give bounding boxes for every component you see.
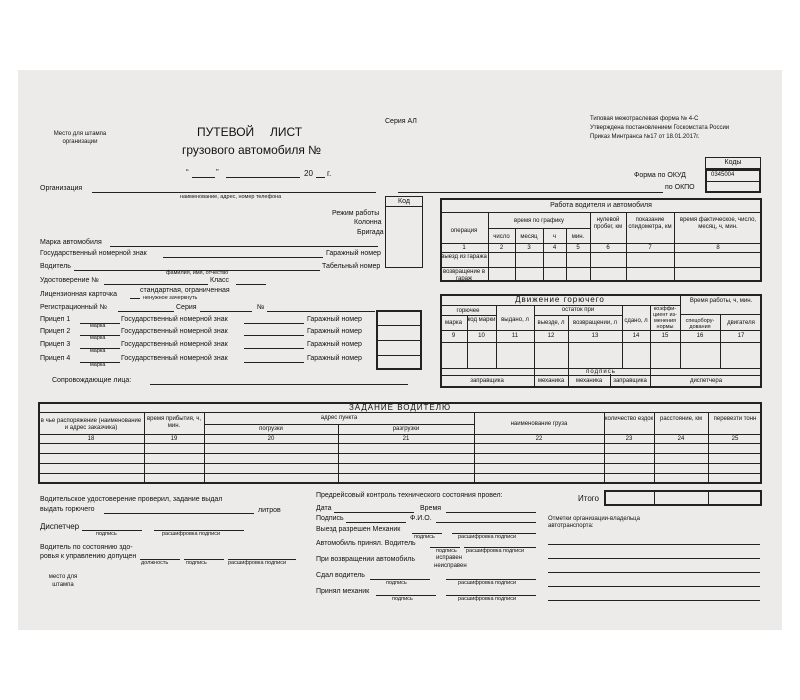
liters-label: литров [258,507,281,514]
marks-line[interactable] [548,586,760,587]
work-op: операция [450,228,478,234]
task-num: 20 [267,436,275,442]
task-num: 19 [170,436,178,442]
task-load: погрузки [259,426,283,432]
reg-series-label: Серия [176,304,197,311]
fuel-hline [440,330,762,331]
date-year-line[interactable] [316,177,325,178]
work-hour: ч [552,234,557,240]
date-quote-open: “ [186,168,189,177]
work-ret: возвращение в гараж [442,269,486,282]
health-decode-hint: расшифровка подписи [228,560,287,566]
work-hline [440,267,762,268]
escort-label: Сопровождающие лица: [52,377,132,384]
work-hline [440,243,762,244]
exit-ok: Выезд разрешен Механик [316,526,401,533]
org-hint: наименование, адрес, номер телефона [180,194,282,200]
exit-ok-sign-hint: подпись [414,534,435,540]
fuel-brand: марка [445,320,462,326]
work-hline [440,252,762,253]
work-hline [488,228,590,229]
trailer-plate-line[interactable] [244,323,304,324]
accepted-sign-hint: подпись [392,596,413,602]
date-quote-close: ” [216,168,219,177]
title-word-1: ПУТЕВОЙ [197,125,255,139]
fuel-hline [440,315,496,316]
plate-line[interactable] [163,257,323,258]
fuel-vline [720,342,721,368]
cert-checked: Водительское удостоверение проверил, задание выдал [40,496,223,503]
reg-num-label: № [257,304,265,311]
fuel-vline [496,342,497,368]
fuel-give: выдать горючего [40,506,95,513]
trailer-label: Прицеп 3 [40,341,71,348]
bottom-stamp: место для штампа [48,574,78,588]
okud-value: 0345004 [711,172,735,178]
codes-divider [705,181,761,182]
work-title: Работа водителя и автомобиля [550,202,652,209]
task-cargo: наименование груза [510,421,568,427]
lic-std: стандартная, ограниченная [140,287,230,294]
driver-label: Водитель [40,263,71,270]
fuel-hline [440,375,762,376]
work-fact: время фактическое, число, месяц, ч, мин. [679,217,757,230]
trailer-brand-hint: марка [90,348,106,354]
brand-label: Марка автомобиля [40,239,102,246]
reg-series-line[interactable] [200,311,252,312]
handed-label: Сдал водитель [316,572,365,579]
fuel-num: 16 [696,333,704,339]
task-whom: в чье распоряжение (наименование и адрес заказчика) [40,418,142,431]
task-num: 23 [625,436,633,442]
work-num: 4 [552,245,557,251]
trailer-garage-divider-2 [376,340,422,341]
health-2: ровья к управлению допущен [40,553,137,560]
work-num: 1 [462,245,466,251]
trailer-garage-label: Гаражный номер [307,316,362,323]
trailer-brand-hint: марка [90,335,106,341]
fuel-mech2: механика [575,378,603,384]
fuel-engine: двигателя [727,320,755,326]
car-taken: Автомобиль принял. Водитель [316,540,416,547]
reg-label: Регистрационный № [40,304,108,311]
stamp-label: Место для штампа организации [53,131,107,145]
okud-label: Форма по ОКУД [634,172,686,179]
task-hline [204,424,474,425]
return-notok: неисправен [434,563,467,569]
work-zero-run: нулевой пробег, км [593,217,623,230]
trailer-garage-divider-3 [376,355,422,356]
cert-line[interactable] [104,284,208,285]
task-hline [38,434,762,435]
date-day-line[interactable] [192,177,215,178]
work-num: 6 [606,245,610,251]
pc-sign-line[interactable] [346,522,406,523]
trailer-plate-line[interactable] [244,335,304,336]
mode-code-divider [385,206,423,207]
fuel-handed: сдано, л [624,318,648,324]
trailer-plate-label: Государственный номерной знак [121,328,228,335]
fuel-issued: выдано, л [501,317,529,323]
work-num: 8 [716,245,720,251]
fuel-num: 15 [661,333,669,339]
owner-marks: Отметки организации-владельца автотранспорта: [548,516,640,530]
work-num: 3 [527,245,531,251]
marks-line[interactable] [548,600,760,601]
fuel-hline [440,305,680,306]
task-total-box [604,490,762,506]
task-trips: количество ездок [604,416,654,422]
fuel-num: 10 [478,333,485,339]
work-date: число [493,234,510,240]
class-line[interactable] [236,284,266,285]
trailer-garage-label: Гаражный номер [307,355,362,362]
task-total-vline [654,490,655,506]
trailer-garage-label: Гаражный номер [307,341,362,348]
okpo-label: по ОКПО [665,184,695,191]
date-g: г. [327,169,332,178]
trailer-plate-label: Государственный номерной знак [121,341,228,348]
fuel-num: 12 [547,333,555,339]
task-num: 18 [87,436,95,442]
trailer-plate-label: Государственный номерной знак [121,316,228,323]
handed-decode-hint: расшифровка подписи [458,580,517,586]
work-num: 7 [648,245,652,251]
trailer-plate-line[interactable] [244,348,304,349]
fuel-vline [467,342,468,368]
task-hline [38,453,762,454]
garage-label: Гаражный номер [326,250,381,257]
brand-line[interactable] [110,246,378,247]
work-out: выезд из гаража [441,254,487,260]
marks-line[interactable] [548,558,760,559]
trailer-label: Прицеп 4 [40,355,71,362]
task-unload: разгрузки [392,426,420,432]
fuel-disp: диспетчера [689,378,723,384]
fuel-return: возвращении, л [572,320,618,326]
fuel-exit: выезде, л [537,320,565,326]
fuel-mech: механика [537,378,565,384]
precontrol: Предрейсовый контроль технического состояния провел: [316,492,503,499]
task-arrival: время прибытия, ч, мин. [146,416,202,429]
return-ok: исправен [436,555,463,561]
car-taken-sign-hint: подпись [436,548,457,554]
health-position-hint: должность [141,560,169,566]
task-hline [38,443,762,444]
reg-num-line[interactable] [267,311,375,312]
health-1: Водитель по состоянию здо- [40,544,133,551]
health-sign-hint: подпись [186,560,207,566]
org-line[interactable] [92,192,376,193]
trailer-brand-hint: марка [90,362,106,368]
task-vline [338,424,339,484]
pc-date: Дата [316,505,332,512]
plate-label: Государственный номерной знак [40,250,147,257]
fuel-worktime: Время работы, ч, мин. [689,298,753,304]
marks-line[interactable] [548,544,760,545]
fuel-special: спецобору-дования [685,318,715,331]
dispatcher-label: Диспетчер [40,522,80,531]
task-tons: перевезти тонн [713,416,757,422]
fuel-num: 13 [591,333,599,339]
on-return: При возвращении автомобиль [316,556,415,563]
fuel-vline [622,342,623,368]
fuel-filler2: заправщика [613,378,647,384]
fuel-num: 17 [737,333,745,339]
class-label: Класс [210,277,230,284]
date-month-line[interactable] [226,177,300,178]
org-line-2[interactable] [398,192,663,193]
escort-line[interactable] [150,384,408,385]
fuel-give-line[interactable] [104,513,254,514]
form-info-3: Приказ Минтранса №17 от 18.01.2017г. [590,134,700,140]
form-info-2: Утверждена постановлением Госкомстата России [590,125,730,131]
fuel-num: 14 [632,333,640,339]
fuel-hline [440,342,762,343]
lic-line[interactable] [130,298,140,299]
work-num: 2 [499,245,504,251]
task-total-vline [708,490,709,506]
pc-fio-line[interactable] [436,522,536,523]
trailer-plate-line[interactable] [244,362,304,363]
trailer-garage-label: Гаражный номер [307,328,362,335]
work-sched: время по графику [514,218,564,224]
codes-header: Коды [724,159,742,166]
fuel-code: код марки [467,317,496,323]
title-sub: грузового автомобиля № [182,143,322,157]
fuel-coef: коэффи-циент из-менения нормы [653,306,677,331]
accepted-label: Принял механик [316,588,370,595]
trailer-plate-label: Государственный номерной знак [121,355,228,362]
task-hline [38,473,762,474]
mode-code-label: Код [398,198,410,205]
task-num: 21 [402,436,410,442]
fuel-hline [534,315,622,316]
series-label: Серия АЛ [385,118,417,125]
task-num: 25 [731,436,739,442]
trailer-brand-hint: марка [90,323,106,329]
tab-label: Табельный номер [322,263,381,270]
fuel-vline [680,342,681,368]
fuel-filler: заправщика [470,378,504,384]
fuel-fuel: горючее [456,308,480,314]
column-label: Колонна [354,219,382,226]
reg-line[interactable] [118,311,174,312]
dispatcher-sign-hint: подпись [96,531,117,537]
dispatcher-decode-hint: расшифровка подписи [162,531,221,537]
fuel-hline [680,314,762,315]
marks-line[interactable] [548,572,760,573]
task-num: 24 [677,436,685,442]
pc-time: Время [420,505,442,512]
form-info-1: Типовая межотраслевая форма № 4-С [590,116,699,122]
exit-ok-decode-hint: расшифровка подписи [458,534,517,540]
car-taken-decode-hint: расшифровка подписи [466,548,525,554]
work-min: мин. [571,234,585,240]
accepted-decode-hint: расшифровка подписи [458,596,517,602]
driver-hint: фамилия, имя, отчество [166,270,229,276]
work-num: 5 [576,245,580,251]
pc-fio: Ф.И.О. [410,515,432,522]
trailer-label: Прицеп 1 [40,316,71,323]
fuel-num: 9 [451,333,456,339]
title-word-2: ЛИСТ [270,125,303,139]
handed-sign-hint: подпись [386,580,407,586]
cert-label: Удостоверение № [40,277,99,284]
pc-date-line[interactable] [334,512,414,513]
date-year: 20 [304,169,313,178]
task-title: ЗАДАНИЕ ВОДИТЕЛЮ [348,403,452,412]
trailer-label: Прицеп 2 [40,328,71,335]
fuel-title: Движение горючего [515,295,605,304]
fuel-num: 11 [511,333,519,339]
work-odo: показание спидометра, км [628,217,672,230]
work-month: месяц [520,234,538,240]
task-total: Итого [578,494,599,503]
pc-time-line[interactable] [446,512,536,513]
lic-hint: ненужное зачеркнуть [143,295,198,301]
fuel-rest: остаток при [561,307,595,313]
mode-label: Режим работы [332,210,380,217]
lic-label: Лицензионная карточка [40,291,118,298]
trailer-garage-divider-1 [376,325,422,326]
org-label: Организация [40,185,83,192]
task-dist: расстояние, км [659,416,703,422]
pc-sign: Подпись [316,515,344,522]
fuel-sign: подпись [586,369,616,375]
brigade-label: Бригада [357,229,384,236]
task-addr: адрес пункта [320,415,358,421]
task-hline [38,463,762,464]
task-num: 22 [535,436,543,442]
